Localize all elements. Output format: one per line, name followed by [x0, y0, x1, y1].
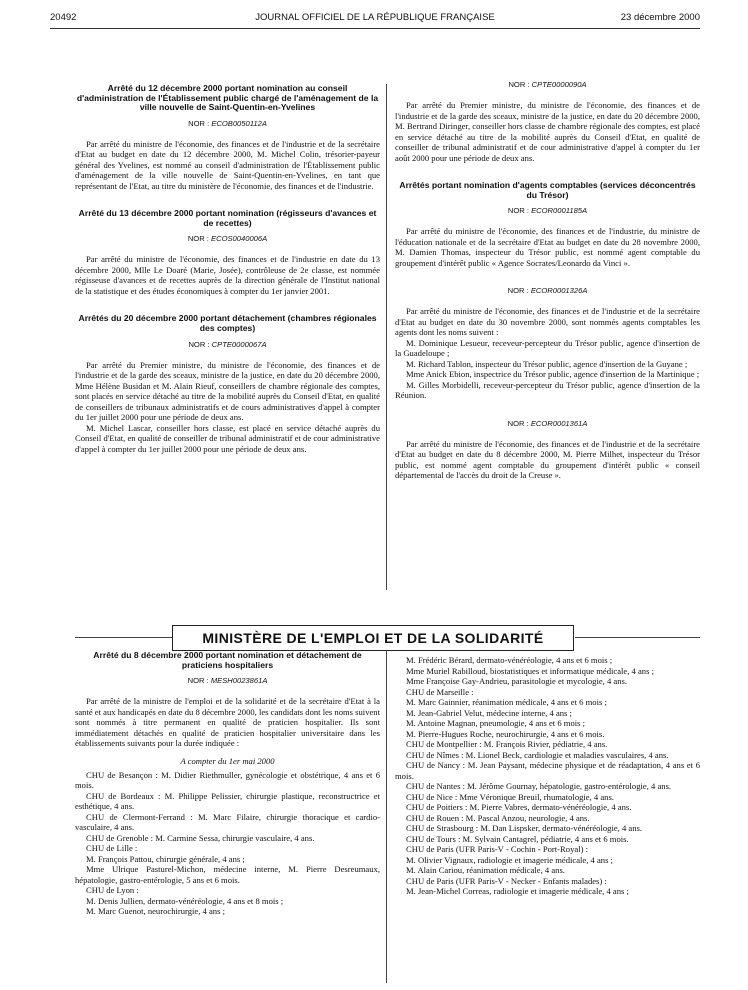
column-divider-bottom	[386, 651, 387, 983]
article-paragraph: Par arrêté du ministre de l'économie, des finances et de l'industrie et de la secrétaire d'Etat au budget en date du 8 décembre 2000, M. Pierre Milhet, inspecteur du Trésor public, est nommé agent comptable du groupement d'intérêt public « conseil départemental de l'accès du droit de la Creuse ».	[395, 438, 700, 481]
list-item: CHU de Lyon :	[86, 885, 139, 896]
nor-reference: NOR : ECOR0001185A	[507, 206, 588, 216]
list-item: M. Gilles Morbidelli, receveur-percepteur du Trésor public, agence d'insertion de la Réunion.	[395, 379, 700, 401]
list-item: CHU de Poitiers : M. Pierre Vabres, dermato-vénéréologie, 4 ans.	[406, 802, 632, 812]
list-item: Mme Ulrique Pasturel-Michon, médecine interne, M. Pierre Desreumaux, hépatologie, gastro-entérologie, 5 ans et 6 mois.	[75, 864, 380, 885]
list-item: CHU de Grenoble : M. Carmine Sessa, chirurgie vasculaire, 4 ans.	[86, 832, 315, 843]
list-item: M. Marc Guenot, neurochirurgie, 4 ans ;	[86, 906, 225, 917]
list-item: M. Alain Cariou, réanimation médicale, 4 ans.	[406, 865, 565, 875]
running-header	[50, 12, 700, 28]
list-item: CHU de Paris (UFR Paris-V - Necker - Enfants malades) :	[406, 875, 607, 886]
article-paragraph: M. Michel Lascar, conseiller hors classe, est placé en service détaché auprès du Conseil d'Etat, en qualité de conseiller de tribunal administratif et de cour administrative d'appel à compter du 1er juillet 2000 pour une période de deux ans.	[75, 422, 380, 454]
list-item: CHU de Nantes : M. Jérôme Gournay, hépatologie, gastro-entérologie, 4 ans.	[406, 781, 672, 791]
list-item: Mme Françoise Gay-Andrieu, parasitologie et mycologie, 4 ans.	[406, 676, 627, 686]
article-title: Arrêté du 12 décembre 2000 portant nomination au conseil d'administration de l'Établissement public chargé de l'aménagement de la ville nouvelle de Saint-Quentin-en-Yvelines	[76, 83, 379, 113]
article-title: Arrêté du 8 décembre 2000 portant nomination et détachement de praticiens hospitaliers	[93, 650, 362, 670]
list-item: CHU de Strasbourg : M. Dan Lispsker, dermato-vénéréologie, 4 ans.	[406, 823, 643, 833]
list-item: CHU de Nîmes : M. Lionel Beck, cardiologie et maladies vasculaires, 4 ans.	[406, 749, 669, 760]
article-title: Arrêtés portant nomination d'agents comptables (services déconcentrés du Trésor)	[399, 180, 696, 200]
list-item: M. Dominique Lesueur, receveur-percepteur du Trésor public, agence d'insertion de la Guadeloupe ;	[395, 337, 700, 359]
nor-reference: NOR : MESH0023861A	[187, 676, 268, 686]
article-paragraph: Par arrêté du ministre de l'économie, des finances et de l'industrie en date du 13 décembre 2000, Mlle Le Doaré (Marie, Josée), contrôleuse de 2e classe, est nommée régisseuse d'avances et de recettes auprès de la direction générale de l'Institut national de la statistique et des études économiques à compter du 1er janvier 2001.	[75, 254, 380, 296]
list-item: M. Frédéric Bérard, dermato-vénéréologie, 4 ans et 6 mois ;	[406, 655, 613, 665]
list-item: M. Pierre-Hugues Roche, neurochirurgie, 4 ans et 6 mois.	[406, 728, 605, 739]
list-item: CHU de Rouen : M. Pascal Anzou, neurologie, 4 ans.	[406, 812, 590, 823]
article-paragraph: Par arrêté de la ministre de l'emploi et de la solidarité et de la secrétaire d'Etat à la santé et aux handicapés en date du 8 décembre 2000, les candidats dont les noms suivent sont nommés à titre permanent en qualité de praticien hospitalier. Ils sont immédiatement détachés en qualité de praticien hospitalier universitaire dans les établissements suivants pour la durée indiquée :	[75, 696, 380, 749]
nor-reference: NOR : ECOR0001361A	[507, 418, 588, 428]
list-item: M. Antoine Magnan, pneumologie, 4 ans et 6 mois ;	[406, 718, 586, 728]
effective-date-subheading: A compter du 1er mai 2000	[180, 755, 275, 766]
list-item: CHU de Montpellier : M. François Rivier, pédiatrie, 4 ans.	[406, 739, 608, 749]
article-paragraph: Par arrêté du ministre de l'économie, des finances et de l'industrie et de la secrétaire d'Etat au budget en date du 12 décembre 2000, M. Michel Colin, trésorier-payeur général des Yvelines, est nommé au conseil d'administration de l'Établissement public d'aménagement de la ville nouvelle de Saint-Quentin-en-Yvelines, en tant que représentant de l'Etat, au titre du ministère de l'économie, des finances et de l'industrie.	[75, 138, 380, 191]
list-item: CHU de Paris (UFR Paris-V - Cochin - Port-Royal) :	[406, 844, 588, 854]
issue-date: 23 décembre 2000	[620, 12, 700, 23]
column-divider-top	[386, 84, 387, 590]
right-column-bottom	[395, 655, 700, 897]
nor-reference: NOR : ECOR0001326A	[507, 286, 588, 296]
list-item: CHU de Bordeaux : M. Philippe Pelissier, chirurgie plastique, reconstructrice et esthétique, 4 ans.	[75, 790, 380, 812]
article-paragraph: Par arrêté du Premier ministre, du ministre de l'économie, des finances et de l'industrie et de la garde des sceaux, ministre de la justice, en date du 20 décembre 2000, M. Bertrand Diringer, conseiller hors classe de chambre régionale des comptes, est placé en service détaché au titre de la mobilité auprès du Conseil d'Etat, en qualité de conseiller de tribunal administratif et de cour administrative d'appel à compter du 1er août 2000 pour une période de deux ans.	[395, 100, 700, 163]
banner-rule-left	[75, 637, 172, 638]
article-paragraph: Par arrêté du ministre de l'économie, des finances et de l'industrie et de la secrétaire d'Etat au budget en date du 30 novembre 2000, sont nommés agents comptables les agents dont les noms suivent :	[395, 306, 700, 338]
list-item: CHU de Lille :	[86, 843, 138, 854]
list-item: CHU de Besançon : M. Didier Riethmuller, gynécologie et obstétrique, 4 ans et 6 mois.	[75, 769, 380, 791]
list-item: Mme Anick Ebion, inspectrice du Trésor public, agence d'insertion de la Martinique ;	[406, 369, 700, 380]
list-item: M. Marc Gainnier, réanimation médicale, 4 ans et 6 mois ;	[406, 697, 607, 707]
list-item: M. Jean-Gabriel Velut, médecine interne, 4 ans ;	[406, 707, 572, 718]
banner-rule-right	[575, 637, 700, 638]
journal-title: JOURNAL OFFICIEL DE LA RÉPUBLIQUE FRANÇAISE	[255, 12, 495, 23]
list-item: CHU de Clermont-Ferrand : M. Marc Filaire, chirurgie thoracique et cardio-vasculaire, 4 ans.	[75, 811, 380, 833]
list-item: M. Olivier Vignaux, radiologie et imagerie médicale, 4 ans ;	[406, 854, 613, 865]
right-column-top	[395, 80, 700, 481]
nor-reference: NOR : CPTE0000090A	[508, 80, 587, 89]
article-paragraph: Par arrêté du ministre de l'économie, des finances et de l'industrie, du ministre de l'éducation nationale et de la secrétaire d'Etat au budget en date du 28 novembre 2000, M. Damien Thomas, inspecteur du Trésor public, est nommé agent comptable du groupement d'intérêt public « Agence Socrates/Leonardo da Vinci ».	[395, 226, 700, 268]
list-item: M. François Pattou, chirurgie générale, 4 ans ;	[86, 853, 245, 864]
left-column-bottom	[75, 651, 380, 917]
list-item: M. Jean-Michel Correas, radiologie et imagerie médicale, 4 ans ;	[406, 886, 629, 896]
nor-reference: NOR : CPTE0000067A	[188, 339, 267, 349]
list-item: CHU de Tours : M. Sylvain Cantagrel, pédiatrie, 4 ans et 6 mois.	[406, 833, 629, 844]
header-rule	[50, 28, 700, 29]
list-item: M. Richard Tablon, inspecteur du Trésor public, agence d'insertion de la Guyane ;	[406, 358, 688, 369]
nor-reference: NOR : ECOS0040006A	[187, 234, 268, 244]
nor-reference: NOR : ECOB0050112A	[188, 118, 267, 128]
article-title: Arrêté du 13 décembre 2000 portant nomination (régisseurs d'avances et de recettes)	[78, 208, 377, 228]
article-paragraph: Par arrêté du Premier ministre, du ministre de l'économie, des finances et de l'industrie et de la garde des sceaux, ministre de la justice, en date du 20 décembre 2000, Mme Hélène Busidan et M. Alain Rieuf, conseillers de chambre régionale des comptes, sont placés en service détaché au titre de la mobilité auprès du Conseil d'Etat, en qualité de conseillers de tribunaux administratifs et de cours administratives d'appel à compter du 1er juillet 2000 pour une période de deux ans.	[75, 359, 380, 423]
ministry-banner: MINISTÈRE DE L'EMPLOI ET DE LA SOLIDARITÉ	[172, 625, 574, 651]
page-number: 20492	[50, 12, 77, 23]
list-item: Mme Muriel Rabilloud, biostatistiques et informatique médicale, 4 ans ;	[406, 665, 654, 676]
list-item: CHU de Nice : Mme Véronique Breuil, rhumatologie, 4 ans.	[406, 791, 614, 802]
list-item: CHU de Nancy : M. Jean Paysant, médecine physique et de réadaptation, 4 ans et 6 mois.	[395, 760, 700, 781]
article-title: Arrêtés du 20 décembre 2000 portant détachement (chambres régionales des comptes)	[78, 313, 377, 334]
list-item: M. Denis Jullien, dermato-vénéréologie, 4 ans et 8 mois ;	[86, 895, 284, 906]
left-column-top	[75, 84, 380, 454]
list-item: CHU de Marseille :	[406, 686, 474, 697]
